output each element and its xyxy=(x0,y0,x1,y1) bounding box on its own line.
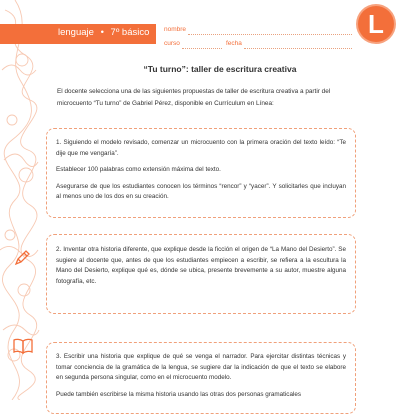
intro-paragraph: El docente selecciona una de las siguientes propuestas de taller de escritura creativa a partir del microcuento “Tu turno” de Gabriel Pérez, disponible en Currículum en Línea: xyxy=(57,88,331,107)
date-line[interactable] xyxy=(244,48,352,49)
name-line[interactable] xyxy=(188,34,352,35)
card-3-paragraph-2: Puede también escribirse la misma historia usando las otras dos personas gramaticales xyxy=(56,390,301,398)
card-3-paragraph-1: 3. Escribir una historia que explique de qué se venga el narrador. Para ejercitar distintas técnicas y tomar conciencia de la gramática de la lengua, se sugiere dar la indicación de que el texto se elabore en segunda persona singular, como en el microcuento modelo. xyxy=(56,353,346,381)
course-label: curso xyxy=(164,40,180,47)
page-title: “Tu turno”: taller de escritura creativa xyxy=(143,64,297,74)
activity-card-2 xyxy=(46,234,356,314)
subject-logo: L xyxy=(358,6,394,42)
name-label: nombre xyxy=(164,26,187,33)
subject-label: lenguaje xyxy=(58,27,94,38)
header-bullet: • xyxy=(100,27,104,38)
grade-label: 7º básico xyxy=(110,27,150,38)
card-1-paragraph-3: Asegurarse de que los estudiantes conocen los términos “rencor” y “yacer”. Y solicitarles que incluyan al menos uno de los dos en su creación. xyxy=(56,182,346,200)
card-2-paragraph-1: 2. Inventar otra historia diferente, que explique desde la ficción el origen de “La Mano del Desierto”. Se sugiere al docente que, antes de que los estudiantes empiecen a escribir, se refiera a la escultura la Mano del Desierto, explique qué es, dónde se ubica, presente brevemente a su autor, muestre alguna fotografía, etc. xyxy=(56,246,346,285)
card-1-paragraph-1: 1. Siguiendo el modelo revisado, comenzar un microcuento con la primera oración del texto leído: “Te dije que me vengaría”. xyxy=(56,139,346,157)
activity-card-3 xyxy=(46,342,356,414)
activity-card-1 xyxy=(46,128,356,218)
date-label: fecha xyxy=(226,40,242,47)
book-icon xyxy=(12,336,34,356)
header-subject xyxy=(58,27,149,38)
card-1-paragraph-2: Establecer 100 palabras como extensión máxima del texto. xyxy=(56,166,221,173)
course-line[interactable] xyxy=(182,48,222,49)
pencil-icon xyxy=(12,248,32,268)
